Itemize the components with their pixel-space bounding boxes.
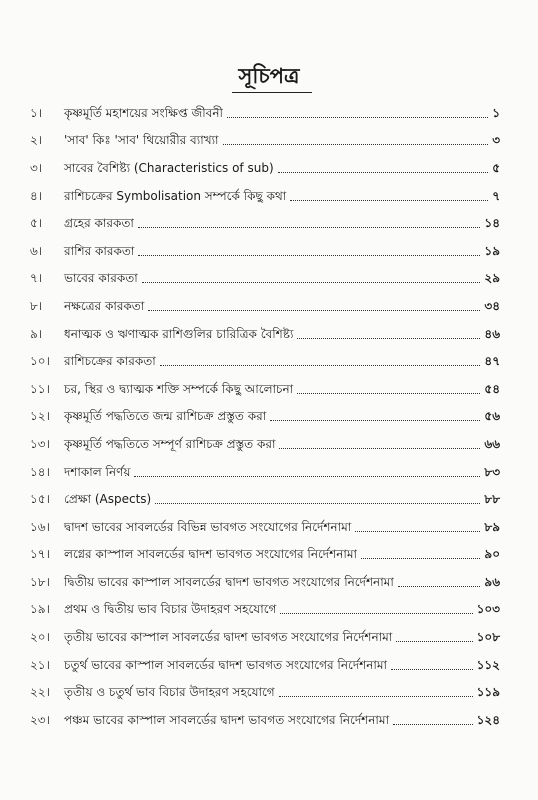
toc-entry-number: ৪। xyxy=(30,188,43,203)
toc-entry-page: ৬৬ xyxy=(484,436,500,451)
toc-entry-title: তৃতীয় ভাবের কাস্পাল সাবলর্ডের দ্বাদশ ভাবগত সংযোগের নির্দেশনামা xyxy=(64,630,393,645)
toc-entry-page: ১ xyxy=(492,105,500,120)
toc-entry xyxy=(30,211,500,239)
dot-leader xyxy=(393,724,473,725)
toc-entry xyxy=(30,570,500,598)
toc-entry xyxy=(30,129,500,157)
toc-entry-number: ৯। xyxy=(30,326,43,341)
toc-entry-number: ২২। xyxy=(30,685,50,700)
toc-entry xyxy=(30,653,500,681)
toc-entry-title: রাশিচক্রের Symbolisation সম্পর্কে কিছু কথা xyxy=(64,188,287,203)
toc-entry xyxy=(30,294,500,322)
toc-entry-number: ১৮। xyxy=(30,574,50,589)
toc-entry xyxy=(30,377,500,405)
toc-entry-title: রাশির কারকতা xyxy=(64,243,135,258)
toc-entry-title: নক্ষত্রের কারকতা xyxy=(64,298,145,313)
toc-entry xyxy=(30,239,500,267)
toc-entry-page: ৫ xyxy=(492,160,500,175)
toc-entry-page: ৪৬ xyxy=(484,326,500,341)
toc-entry-title: দ্বাদশ ভাবের সাবলর্ডের বিভিন্ন ভাবগত সংযোগের নির্দেশনামা xyxy=(64,519,352,534)
toc-entry xyxy=(30,487,500,515)
toc-entry-title: চর, স্থির ও দ্ব্যাত্মক শক্তি সম্পর্কে কিছু আলোচনা xyxy=(64,381,294,396)
dot-leader xyxy=(160,365,481,366)
toc-entry-title: প্রথম ও দ্বিতীয় ভাব বিচার উদাহরণ সহযোগে xyxy=(64,602,277,617)
dot-leader xyxy=(223,144,489,145)
dot-leader xyxy=(279,448,480,449)
dot-leader xyxy=(155,503,480,504)
toc-entry-page: ৪৭ xyxy=(484,354,500,369)
dot-leader xyxy=(297,338,480,339)
toc-entry-page: ৭ xyxy=(492,188,500,203)
dot-leader xyxy=(227,117,488,118)
dot-leader xyxy=(279,696,473,697)
toc-entry xyxy=(30,680,500,708)
toc-entry xyxy=(30,405,500,433)
toc-entry-title: চতুর্থ ভাবের কাস্পাল সাবলর্ডের দ্বাদশ ভাবগত সংযোগের নির্দেশনামা xyxy=(64,657,388,672)
toc-entry-title: গ্রহের কারকতা xyxy=(64,216,134,231)
toc-entry-number: ১০। xyxy=(30,354,50,369)
toc-entry-title: 'সাব' কিঃ 'সাব' থিয়োরীর ব্যাখ্যা xyxy=(64,133,219,148)
toc-entry-number: ২১। xyxy=(30,657,50,672)
toc-entry xyxy=(30,349,500,377)
toc-entry xyxy=(30,267,500,295)
dot-leader xyxy=(398,586,481,587)
dot-leader xyxy=(138,227,481,228)
toc-entry xyxy=(30,432,500,460)
toc-entry-number: ১১। xyxy=(30,381,50,396)
toc-entry xyxy=(30,460,500,488)
toc-entry xyxy=(30,156,500,184)
toc-entry-title: তৃতীয় ও চতুর্থ ভাব বিচার উদাহরণ সহযোগে xyxy=(64,685,275,700)
toc-entry xyxy=(30,101,500,129)
toc-entry-page: ২৯ xyxy=(484,271,500,286)
toc-entry-title: কৃষ্ণমূর্তি পদ্ধতিতে জন্ম রাশিচক্র প্রস্তুত করা xyxy=(64,409,267,424)
dot-leader xyxy=(270,420,480,421)
page-title: সূচিপত্র xyxy=(238,64,300,88)
dot-leader xyxy=(355,531,480,532)
toc-entry-number: ২৩। xyxy=(30,712,50,727)
toc-entry-page: ১৯ xyxy=(484,243,500,258)
toc-entry-page: ৮৩ xyxy=(484,464,500,479)
toc-entry-title: দশাকাল নির্ণয় xyxy=(64,464,131,479)
toc-entry-title: রাশিচক্রের কারকতা xyxy=(64,354,156,369)
toc-entry-title: প্রেক্ষা (Aspects) xyxy=(64,492,152,507)
toc-entry-number: ৫। xyxy=(30,216,43,231)
toc-entry-page: ১১২ xyxy=(476,657,500,672)
dot-leader xyxy=(142,282,481,283)
toc-entry-number: ৩। xyxy=(30,160,43,175)
dot-leader xyxy=(148,310,480,311)
toc-entry-title: লগ্নের কাস্পাল সাবলর্ডের দ্বাদশ ভাবগত সংযোগের নির্দেশনামা xyxy=(64,547,357,562)
toc-entry-title: ভাবের কারকতা xyxy=(64,271,138,286)
toc-entry xyxy=(30,708,500,736)
toc-entry-page: ৮৮ xyxy=(484,492,500,507)
toc-entry-page: ৯০ xyxy=(484,547,500,562)
toc-entry-page: ৫৪ xyxy=(484,381,500,396)
toc-entry-page: ১১৯ xyxy=(476,685,500,700)
toc-entry-number: ১৯। xyxy=(30,602,50,617)
toc-entry-page: ১২৪ xyxy=(476,712,500,727)
dot-leader xyxy=(290,200,488,201)
toc-entry xyxy=(30,515,500,543)
toc-entry-number: ১২। xyxy=(30,409,50,424)
toc-entry xyxy=(30,322,500,350)
toc-entry xyxy=(30,625,500,653)
toc-entry-number: ১। xyxy=(30,105,43,120)
toc-entry-title: সাবের বৈশিষ্ট্য (Characteristics of sub) xyxy=(64,160,274,175)
toc-entry-title: কৃষ্ণমূর্তি পদ্ধতিতে সম্পূর্ণ রাশিচক্র প্রস্তুত করা xyxy=(64,436,276,451)
title-underline xyxy=(232,92,312,93)
toc-entry-number: ১৪। xyxy=(30,464,50,479)
toc-entry-title: ধনাত্মক ও ঋণাত্মক রাশিগুলির চারিত্রিক বৈশিষ্ট্য xyxy=(64,326,294,341)
toc-entry-number: ১৫। xyxy=(30,492,50,507)
dot-leader xyxy=(396,641,472,642)
toc-entry xyxy=(30,543,500,571)
toc-entry-page: ৩৪ xyxy=(484,298,500,313)
toc-entry-title: দ্বিতীয় ভাবের কাস্পাল সাবলর্ডের দ্বাদশ ভাবগত সংযোগের নির্দেশনামা xyxy=(64,574,394,589)
toc-entry-number: ৬। xyxy=(30,243,43,258)
dot-leader xyxy=(391,669,473,670)
toc-entry-page: ৩ xyxy=(492,133,500,148)
toc-entry-number: ১৬। xyxy=(30,519,50,534)
toc-entry-title: পঞ্চম ভাবের কাস্পাল সাবলর্ডের দ্বাদশ ভাবগত সংযোগের নির্দেশনামা xyxy=(64,712,390,727)
dot-leader xyxy=(134,476,480,477)
toc-entry-number: ২। xyxy=(30,133,43,148)
toc-entry-page: ১০৮ xyxy=(476,630,500,645)
toc-entry-number: ১৭। xyxy=(30,547,50,562)
toc-entry-title: কৃষ্ণমূর্তি মহাশয়ের সংক্ষিপ্ত জীবনী xyxy=(64,105,223,120)
toc-entry-page: ৮৯ xyxy=(484,519,500,534)
toc-entry-number: ১৩। xyxy=(30,436,50,451)
toc-entry xyxy=(30,184,500,212)
toc-entry-page: ৫৬ xyxy=(484,409,500,424)
toc-entry-number: ৮। xyxy=(30,298,43,313)
dot-leader xyxy=(280,613,472,614)
toc-entry-number: ২০। xyxy=(30,630,50,645)
dot-leader xyxy=(361,558,480,559)
dot-leader xyxy=(278,172,489,173)
toc-entry-number: ৭। xyxy=(30,271,43,286)
toc-entry-page: ১০৩ xyxy=(476,602,500,617)
toc-entry-page: ১৪ xyxy=(484,216,500,231)
toc-entry-page: ৯৬ xyxy=(484,574,500,589)
dot-leader xyxy=(138,255,480,256)
table-of-contents xyxy=(30,101,500,736)
dot-leader xyxy=(297,393,480,394)
toc-entry xyxy=(30,598,500,626)
